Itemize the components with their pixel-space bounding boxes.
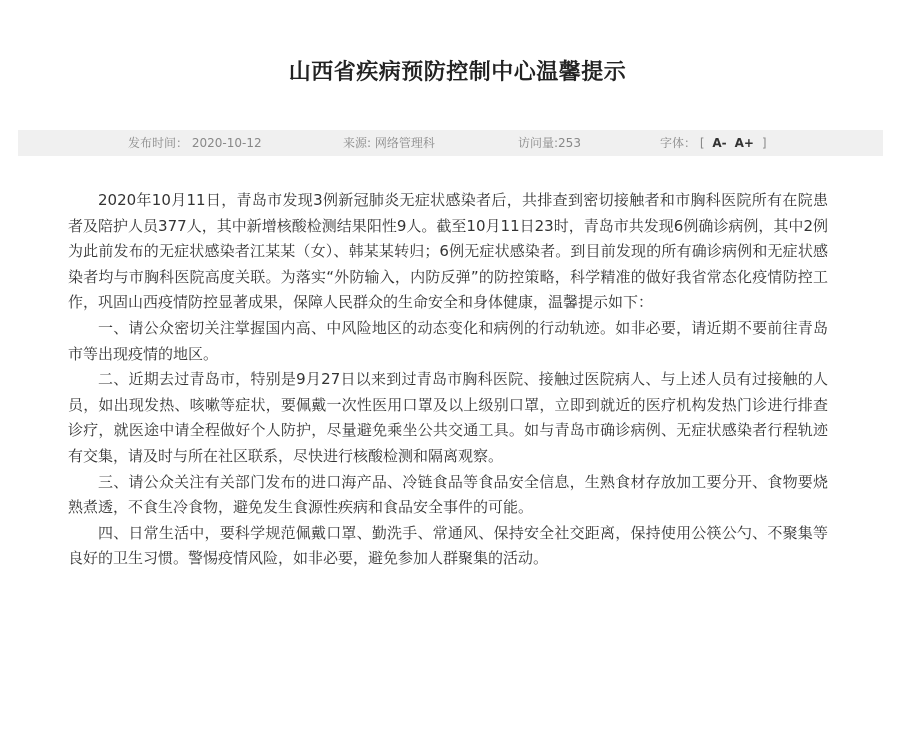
article-content xyxy=(68,188,828,572)
source-label: 来源: xyxy=(343,136,372,150)
font-size-controls xyxy=(660,130,767,156)
article-paragraph: 2020年10月11日，青岛市发现3例新冠肺炎无症状感染者后，共排查到密切接触者和市胸科医院所有在院患者及陪护人员377人，其中新增核酸检测结果阳性9人。截至10月11日23时，青岛市共发现6例确诊病例，其中2例为此前发布的无症状感染者江某某（女）、韩某某转归；6例无症状感染者。到目前发现的所有确诊病例和无症状感染者均与市胸科医院高度关联。为落实“外防输入，内防反弹”的防控策略，科学精准的做好我省常态化疫情防控工作，巩固山西疫情防控显著成果，保障人民群众的生命安全和身体健康，温馨提示如下： xyxy=(68,191,828,312)
publish-date-value: 2020-10-12 xyxy=(191,136,262,150)
article-paragraph: 四、日常生活中，要科学规范佩戴口罩、勤洗手、常通风、保持安全社交距离，保持使用公筷公勺、不聚集等良好的卫生习惯。警惕疫情风险，如非必要，避免参加人群聚集的活动。 xyxy=(68,523,828,568)
font-size-label: 字体： xyxy=(660,136,697,150)
visit-count xyxy=(518,130,581,156)
visit-count-label: 访问量: xyxy=(518,136,559,150)
font-size-bracket-open: [ xyxy=(699,136,705,150)
publish-date-label: 发布时间： xyxy=(128,136,189,150)
article-paragraph: 三、请公众关注有关部门发布的进口海产品、冷链食品等食品安全信息，生熟食材存放加工要分开、食物要烧熟煮透，不食生冷食物，避免发生食源性疾病和食品安全事件的可能。 xyxy=(68,472,828,517)
font-decrease-button[interactable]: A- xyxy=(712,136,727,150)
font-increase-button[interactable]: A+ xyxy=(734,136,754,150)
font-size-bracket-close: ] xyxy=(761,136,767,150)
source-value: 网络管理科 xyxy=(374,136,435,150)
article-title: 山西省疾病预防控制中心温馨提示 xyxy=(288,60,627,85)
article-meta-bar xyxy=(18,130,883,156)
publish-date xyxy=(128,130,262,156)
article-paragraph: 一、请公众密切关注掌握国内高、中风险地区的动态变化和病例的行动轨迹。如非必要，请近期不要前往青岛市等出现疫情的地区。 xyxy=(68,318,828,363)
article-source xyxy=(343,130,435,156)
article-paragraph: 二、近期去过青岛市，特别是9月27日以来到过青岛市胸科医院、接触过医院病人、与上述人员有过接触的人员，如出现发热、咳嗽等症状，要佩戴一次性医用口罩及以上级别口罩，立即到就近的医疗机构发热门诊进行排查诊疗，就医途中请全程做好个人防护，尽量避免乘坐公共交通工具。如与青岛市确诊病例、无症状感染者行程轨迹有交集，请及时与所在社区联系，尽快进行核酸检测和隔离观察。 xyxy=(68,370,828,465)
visit-count-value: 253 xyxy=(558,136,581,150)
